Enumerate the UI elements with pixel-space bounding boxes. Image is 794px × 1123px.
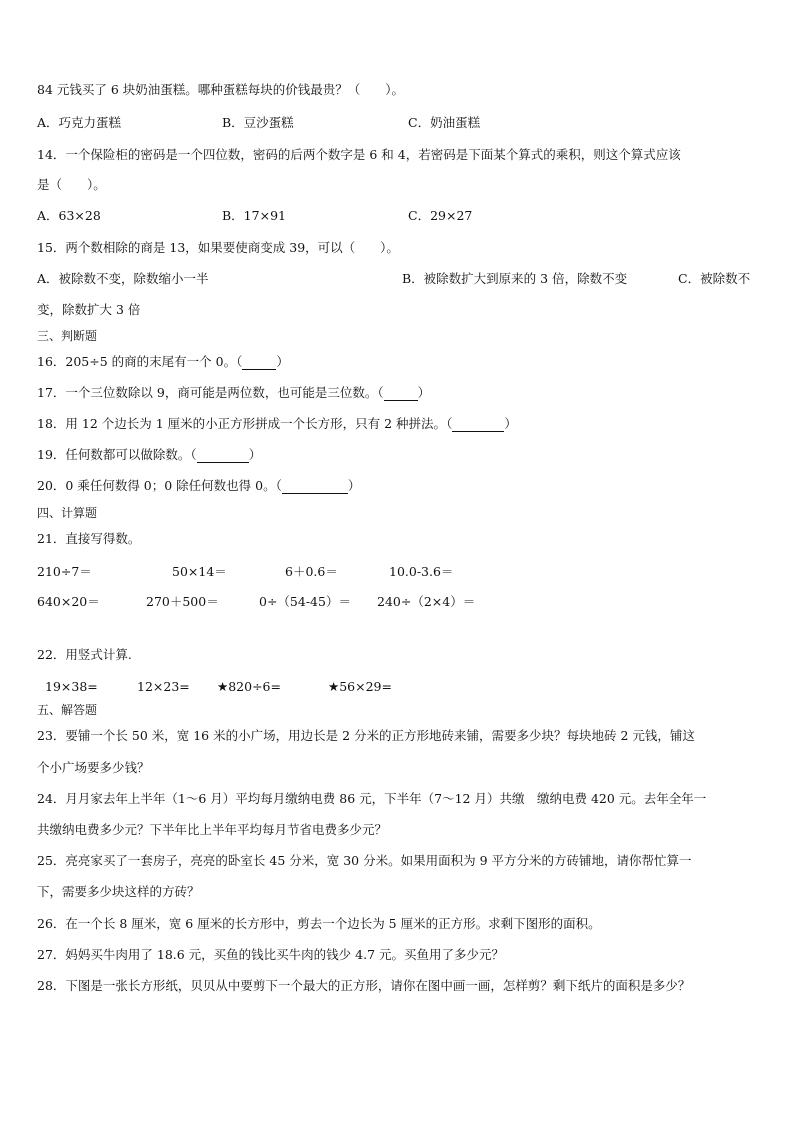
q22-item: 12×23= <box>137 679 190 694</box>
q16-answer-blank[interactable] <box>242 357 276 370</box>
q21-item: 240÷（2×4）＝ <box>377 594 476 609</box>
q21-item: 270＋500＝ <box>146 594 219 609</box>
q14-option-a: A．63×28 <box>37 208 101 223</box>
q16-text: 16．205÷5 的商的末尾有一个 0。 <box>37 354 237 369</box>
q25-stem: 25．亮亮家买了一套房子，亮亮的卧室长 45 分米，宽 30 分米。如果用面积为 9 平方分米的方砖铺地，请你帮忙算一 <box>37 853 692 868</box>
q21-item: 6＋0.6＝ <box>285 564 338 579</box>
q21-item: 210÷7＝ <box>37 564 92 579</box>
q16 <box>37 354 289 370</box>
q17-text: 17．一个三位数除以 9，商可能是两位数，也可能是三位数。 <box>37 385 378 400</box>
q25-stem-cont: 下，需要多少块这样的方砖？ <box>37 884 200 899</box>
q19-answer-blank[interactable] <box>197 450 249 463</box>
q13-option-a: A．巧克力蛋糕 <box>37 115 122 130</box>
q24-stem: 24．月月家去年上半年（1～6 月）平均每月缴纳电费 86 元，下半年（7～12 月）共缴 缴纳电费 420 元。去年全年一 <box>37 791 707 806</box>
q20-answer-blank[interactable] <box>282 481 348 494</box>
q20 <box>37 478 360 494</box>
q17 <box>37 385 430 401</box>
q26-stem: 26．在一个长 8 厘米，宽 6 厘米的长方形中，剪去一个边长为 5 厘米的正方形。求剩下图形的面积。 <box>37 916 601 931</box>
q22-stem: 22．用竖式计算. <box>37 647 132 662</box>
q23-stem: 23．要铺一个长 50 米，宽 16 米的小广场，用边长是 2 分米的正方形地砖来铺，需要多少块？每块地砖 2 元钱，铺这 <box>37 728 695 743</box>
q15-option-a: A．被除数不变，除数缩小一半 <box>37 271 209 286</box>
q24-stem-cont: 共缴纳电费多少元？下半年比上半年平均每月节省电费多少元？ <box>37 822 388 837</box>
q21-item: 0÷（54-45）＝ <box>259 594 351 609</box>
q15-option-c-cont: 变，除数扩大 3 倍 <box>37 302 141 317</box>
q21-item: 50×14＝ <box>172 564 227 579</box>
q18 <box>37 416 517 432</box>
q15-option-b: B．被除数扩大到原来的 3 倍，除数不变 <box>402 271 628 286</box>
q27-stem: 27．妈妈买牛肉用了 18.6 元，买鱼的钱比买牛肉的钱少 4.7 元。买鱼用了多少元？ <box>37 947 505 962</box>
q17-paren-close: ） <box>417 385 431 400</box>
q28-stem: 28．下图是一张长方形纸，贝贝从中要剪下一个最大的正方形，请你在图中画一画，怎样剪？剩下纸片的面积是多少？ <box>37 978 691 993</box>
q17-paren-open: （ <box>377 385 384 400</box>
q18-answer-blank[interactable] <box>452 419 504 432</box>
q15-option-c: C．被除数不 <box>678 271 751 286</box>
q22-item: ★56×29= <box>328 679 392 694</box>
q18-paren-close: ） <box>504 416 517 431</box>
q14-stem-cont: 是（ ）。 <box>37 177 106 192</box>
q14-stem: 14．一个保险柜的密码是一个四位数，密码的后两个数字是 6 和 4，若密码是下面某个算式的乘积，则这个算式应该 <box>37 147 681 162</box>
q16-paren-close: ） <box>276 354 289 369</box>
q19 <box>37 447 261 463</box>
q21-stem: 21．直接写得数。 <box>37 531 141 546</box>
section-4-heading: 四、计算题 <box>37 506 98 520</box>
section-5-heading: 五、解答题 <box>37 703 98 717</box>
q20-text: 20．0 乘任何数得 0；0 除任何数也得 0。 <box>37 478 276 493</box>
q16-paren-open: （ <box>236 354 243 369</box>
q17-answer-blank[interactable] <box>384 388 418 401</box>
q21-item: 640×20＝ <box>37 594 100 609</box>
q14-option-c: C．29×27 <box>408 208 473 223</box>
q19-paren-open: （ <box>190 447 197 462</box>
q20-paren-close: ） <box>347 478 361 493</box>
q21-item: 10.0-3.6＝ <box>389 564 454 579</box>
q20-paren-open: （ <box>275 478 282 493</box>
q13-option-c: C．奶油蛋糕 <box>408 115 481 130</box>
q13-option-b: B．豆沙蛋糕 <box>222 115 294 130</box>
q15-stem: 15．两个数相除的商是 13，如果要使商变成 39，可以（ ）。 <box>37 240 399 255</box>
q13-stem: 84 元钱买了 6 块奶油蛋糕。哪种蛋糕每块的价钱最贵？（ ）。 <box>37 82 405 97</box>
q18-paren-open: （ <box>446 416 453 431</box>
q18-text: 18．用 12 个边长为 1 厘米的小正方形拼成一个长方形，只有 2 种拼法。 <box>37 416 447 431</box>
q23-stem-cont: 个小广场要多少钱？ <box>37 760 150 775</box>
q22-item: ★820÷6= <box>217 679 281 694</box>
q14-option-b: B．17×91 <box>222 208 286 223</box>
section-3-heading: 三、判断题 <box>37 329 98 343</box>
q22-item: 19×38= <box>45 679 98 694</box>
q19-paren-close: ） <box>248 447 262 462</box>
q19-text: 19．任何数都可以做除数。 <box>37 447 191 462</box>
